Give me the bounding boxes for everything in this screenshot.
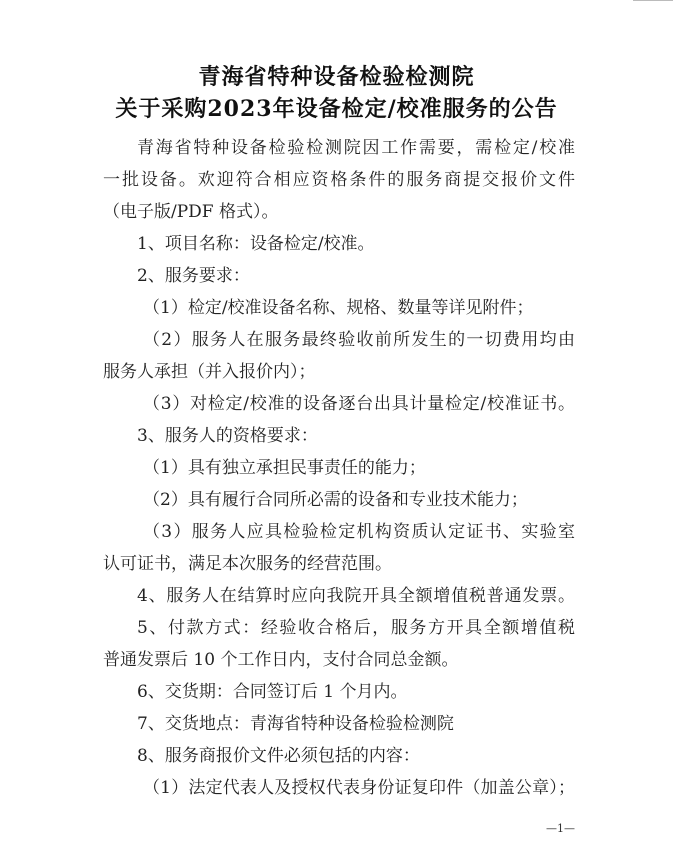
text-line: 5、付款方式：经验收合格后，服务方开具全额增值税: [137, 618, 575, 638]
text-line: 3、服务人的资格要求：: [137, 426, 318, 446]
text-line: 青海省特种设备检验检测院因工作需要，需检定/校准: [137, 138, 575, 158]
text-line: （1）具有独立承担民事责任的能力；: [143, 458, 426, 478]
text-line: 认可证书，满足本次服务的经营范围。: [103, 554, 392, 574]
text-line: 4、服务人在结算时应向我院开具全额增值税普通发票。: [137, 586, 575, 606]
text-line: 一批设备。欢迎符合相应资格条件的服务商提交报价文件: [103, 170, 575, 190]
text-line: （1）法定代表人及授权代表身份证复印件（加盖公章）；: [143, 778, 575, 798]
page-number: —1—: [546, 822, 575, 835]
document-title-line-2: 关于采购2023年设备检定/校准服务的公告: [115, 96, 558, 122]
text-line: （3）对检定/校准的设备逐台出具计量检定/校准证书。: [143, 394, 575, 414]
text-line: （3）服务人应具检验检定机构资质认定证书、实验室: [143, 522, 575, 542]
text-line: 1、项目名称：设备检定/校准。: [137, 234, 375, 254]
text-line: 6、交货期：合同签订后 1 个月内。: [137, 682, 408, 702]
text-line: 8、服务商报价文件必须包括的内容：: [137, 746, 420, 766]
text-line: （2）具有履行合同所必需的设备和专业技术能力；: [143, 490, 528, 510]
text-line: 服务人承担（并入报价内）；: [103, 362, 316, 382]
text-line: 普通发票后 10 个工作日内，支付合同总金额。: [103, 650, 459, 670]
text-line: （电子版/PDF 格式）。: [103, 202, 279, 222]
text-line: （2）服务人在服务最终验收前所发生的一切费用均由: [143, 330, 575, 350]
page-edge: [633, 0, 673, 1]
document-body: [103, 132, 575, 804]
document-title-line-1: 青海省特种设备检验检测院: [198, 64, 475, 90]
text-line: （1）检定/校准设备名称、规格、数量等详见附件；: [143, 298, 534, 318]
text-line: 2、服务要求：: [137, 266, 250, 286]
text-line: 7、交货地点：青海省特种设备检验检测院: [137, 714, 454, 734]
